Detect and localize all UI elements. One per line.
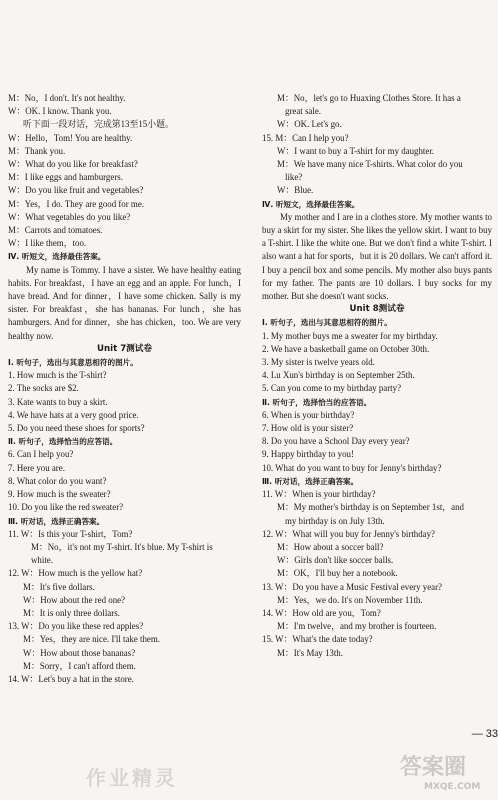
- text-line: 9. How much is the sweater?: [8, 489, 111, 500]
- text-line: white.: [31, 555, 53, 566]
- text-line: W：Girls don't like soccer balls.: [277, 555, 394, 566]
- text-line: 4. We have hats at a very good price.: [8, 409, 139, 420]
- text-line: 7. Here you are.: [8, 462, 65, 473]
- right-column: [262, 92, 492, 660]
- text-line: W：What do you like for breakfast?: [8, 159, 138, 170]
- text-line: 6. When is your birthday?: [262, 409, 355, 420]
- text-line: 11. W：Is this your T-shirt，Tom?: [8, 528, 133, 539]
- text-line: 10. What do you want to buy for Jenny's birthday?: [262, 462, 442, 473]
- text-line: W：What vegetables do you like?: [8, 211, 131, 222]
- text-line: 11. W：When is your birthday?: [262, 489, 376, 500]
- text-line: W：How about those bananas?: [23, 647, 136, 658]
- text-line: M：OK，I'll buy her a notebook.: [277, 568, 398, 579]
- text-line: M：Yes，they are nice. I'll take them.: [23, 634, 160, 645]
- text-line: W：How about the red one?: [23, 594, 126, 605]
- text-line: M：I'm twelve，and my brother is fourteen.: [277, 621, 437, 632]
- text-line: 13. W：Do you have a Music Festival every year?: [262, 581, 442, 592]
- text-line: M：No，it's not my T-shirt. It's blue. My T-shirt is: [31, 541, 213, 552]
- text-line: 10. Do you like the red sweater?: [8, 502, 124, 513]
- text-line: M：Carrots and tomatoes.: [8, 225, 103, 236]
- text-line: M：My mother's birthday is on September 1st，and: [277, 502, 464, 513]
- text-line: M：I like eggs and hamburgers.: [8, 172, 123, 183]
- text-line: 2. We have a basketball game on October 30th.: [262, 343, 430, 354]
- text-line: M：We have many nice T-shirts. What color do you: [277, 159, 463, 170]
- text-line: M：It's May 13th.: [277, 647, 343, 658]
- section-heading: Ⅲ. 听对话，选择正确答案。: [8, 516, 105, 526]
- text-line: 9. Happy birthday to you!: [262, 449, 354, 460]
- passage-paragraph: My mother and I are in a clothes store. My mother wants to buy a skirt for my sister. She likes the yellow skirt. I want to buy a T-shirt. I like the white one. But we don't find a white T-shirt. I also want a hat for sports，but it is 20 dollars. We can't afford it. I buy a pencil box and some pencils. My mother also buys pants for my father. The pants are 10 dollars. I buy socks for my mother. But she doesn't want socks.: [262, 211, 492, 302]
- section-heading: Ⅲ. 听对话，选择正确答案。: [262, 476, 359, 486]
- text-line: 12. W：What will you buy for Jenny's birthday?: [262, 528, 435, 539]
- text-line: M：How about a soccer ball?: [277, 541, 384, 552]
- text-line: 6. Can I help you?: [8, 449, 74, 460]
- text-line: W：Do you like fruit and vegetables?: [8, 185, 144, 196]
- unit-title: Unit 7测试卷: [97, 343, 152, 354]
- page-number: — 33: [471, 728, 498, 740]
- text-line: 1. How much is the T-shirt?: [8, 370, 107, 381]
- text-line: 15. M：Can I help you?: [262, 132, 349, 143]
- text-line: M：It is only three dollars.: [23, 607, 120, 618]
- section-heading: Ⅳ. 听短文，选择最佳答案。: [8, 252, 106, 262]
- left-column: [8, 92, 241, 686]
- watermark-logo: 作业精灵: [86, 766, 178, 790]
- section-heading: Ⅰ. 听句子，选出与其意思相符的图片。: [262, 318, 392, 328]
- text-line: M：No，let's go to Huaxing Clothes Store. It has a: [277, 93, 461, 103]
- text-line: 5. Do you need these shoes for sports?: [8, 423, 145, 434]
- text-line: 2. The socks are $2.: [8, 383, 79, 394]
- text-line: 4. Lu Xun's birthday is on September 25th.: [262, 370, 415, 381]
- text-line: W：Blue.: [277, 185, 314, 196]
- text-line: M：Thank you.: [8, 145, 66, 156]
- watermark-site-url: MXQE.COM: [424, 782, 481, 792]
- text-line: great sale.: [285, 106, 321, 117]
- text-line: 听下面一段对话，完成第13至15小题。: [23, 119, 174, 130]
- text-line: M：Sorry，I can't afford them.: [23, 660, 136, 671]
- text-line: W：Hello，Tom! You are healthy.: [8, 132, 133, 143]
- text-line: like?: [285, 172, 303, 183]
- text-line: 8. Do you have a School Day every year?: [262, 436, 410, 447]
- text-line: W：OK. I know. Thank you.: [8, 106, 112, 117]
- text-line: my birthday is on July 13th.: [285, 515, 385, 526]
- text-line: 14. W：How old are you，Tom?: [262, 607, 381, 618]
- text-line: 14. W：Let's buy a hat in the store.: [8, 673, 134, 684]
- text-line: M：Yes，I do. They are good for me.: [8, 198, 144, 209]
- text-line: M：No，I don't. It's not healthy.: [8, 93, 126, 103]
- text-line: 7. How old is your sister?: [262, 423, 354, 434]
- text-line: M：It's five dollars.: [23, 581, 95, 592]
- text-line: W：I want to buy a T-shirt for my daughter.: [277, 145, 435, 156]
- section-heading: Ⅱ. 听句子，选择恰当的应答语。: [8, 437, 118, 447]
- text-line: W：OK. Let's go.: [277, 119, 342, 130]
- watermark-site-logo: 答案圈: [400, 755, 467, 780]
- text-line: M：Yes，we do. It's on November 11th.: [277, 594, 423, 605]
- section-heading: Ⅳ. 听短文，选择最佳答案。: [262, 199, 360, 209]
- text-line: 1. My mother buys me a sweater for my birthday.: [262, 330, 438, 341]
- text-line: 12. W：How much is the yellow hat?: [8, 568, 143, 579]
- text-line: 3. Kate wants to buy a skirt.: [8, 396, 108, 407]
- text-line: 8. What color do you want?: [8, 475, 107, 486]
- text-line: W：I like them，too.: [8, 238, 87, 249]
- text-line: 15. W：What's the date today?: [262, 634, 373, 645]
- text-line: 3. My sister is twelve years old.: [262, 357, 375, 368]
- text-line: 13. W：Do you like these red apples?: [8, 621, 144, 632]
- text-line: 5. Can you come to my birthday party?: [262, 383, 402, 394]
- section-heading: Ⅱ. 听句子，选择恰当的应答语。: [262, 397, 372, 407]
- section-heading: Ⅰ. 听句子，选出与其意思相符的图片。: [8, 358, 138, 368]
- unit-title: Unit 8测试卷: [349, 304, 405, 315]
- passage-paragraph: My name is Tommy. I have a sister. We have healthy eating habits. For breakfast，I have an egg and an apple. For lunch，I have bread. And for dinner，I have some chicken. Sally is my sister. For breakfast，she has bananas. For lunch，she has hamburgers. And for dinner，she has chicken，too. We are very healthy now.: [8, 264, 241, 341]
